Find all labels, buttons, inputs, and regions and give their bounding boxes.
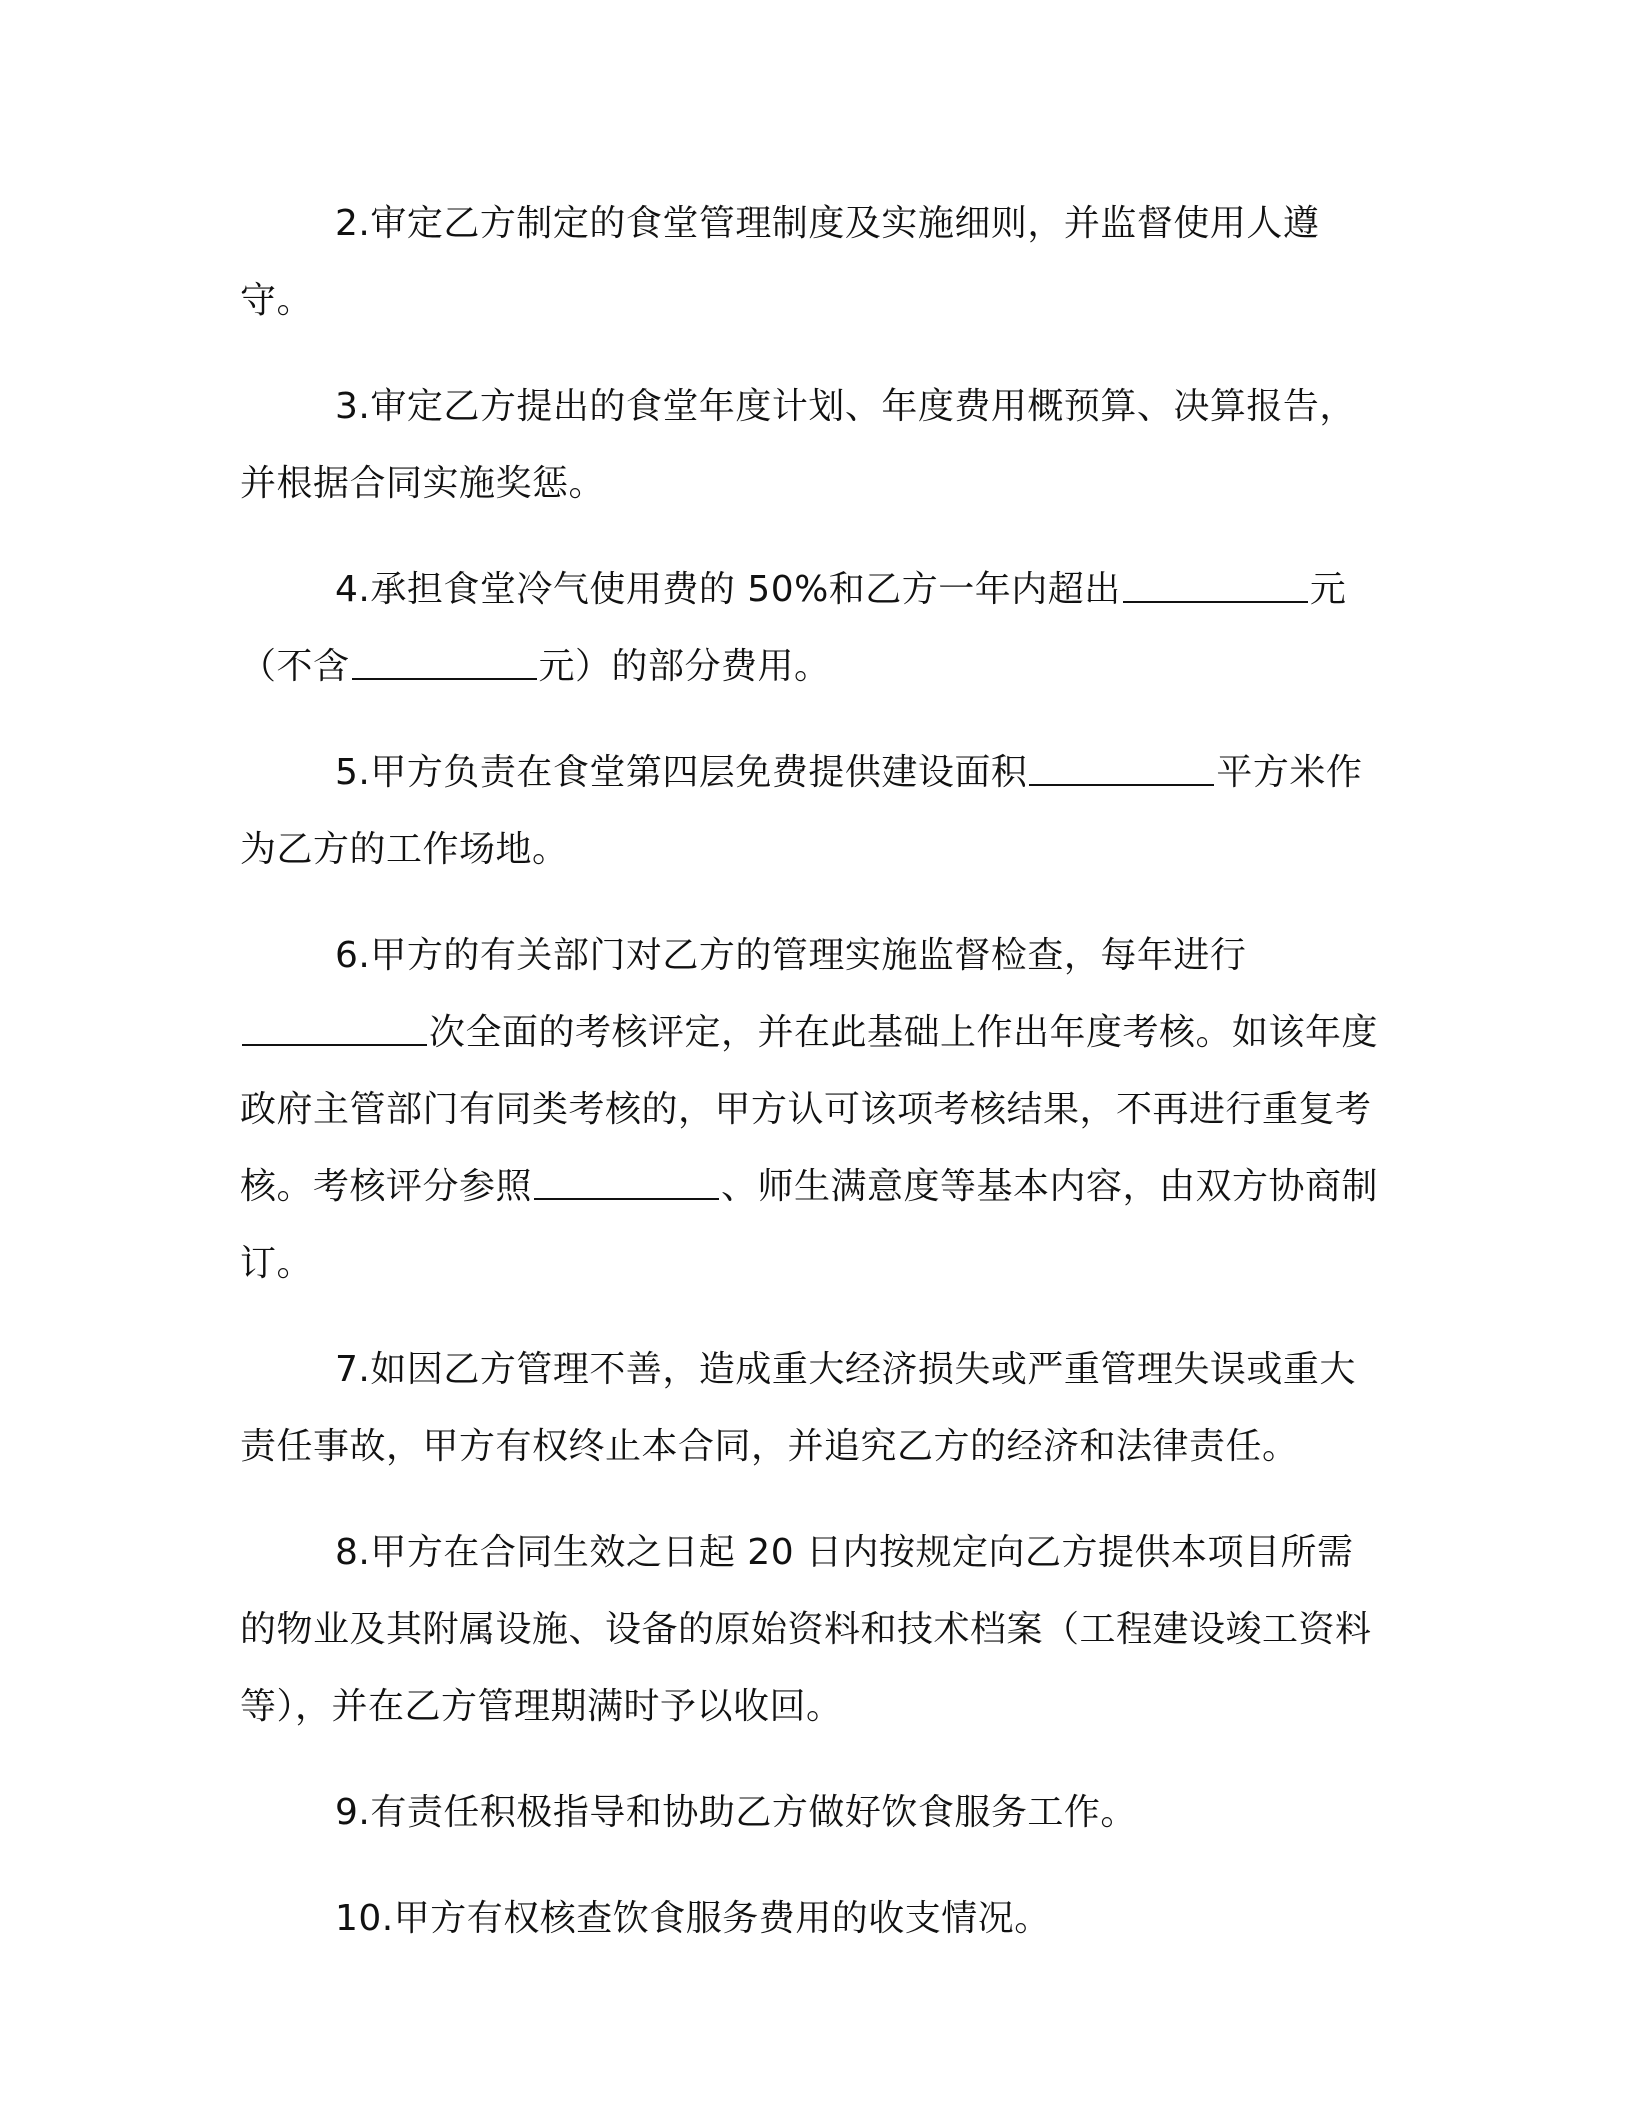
fill-in-blank <box>1029 754 1214 786</box>
clause-9 <box>240 1774 1380 1851</box>
clause-7-text: 7.如因乙方管理不善，造成重大经济损失或严重管理失误或重大责任事故，甲方有权终止本合同，并追究乙方的经济和法律责任。 <box>240 1349 1356 1467</box>
clause-6-text-c: 、师生满意度等基本内容，由双方协商制订。 <box>240 1166 1379 1284</box>
fill-in-blank <box>1123 571 1308 603</box>
clause-5-text-a: 5.甲方负责在食堂第四层免费提供建设面积 <box>335 752 1028 793</box>
clause-6 <box>240 917 1380 1302</box>
clause-5-text-b: 平方米作为乙方的工作场地。 <box>240 752 1363 870</box>
clause-10-text: 10.甲方有权核查饮食服务费用的收支情况。 <box>335 1898 1051 1939</box>
clause-5 <box>240 734 1380 888</box>
clause-4 <box>240 551 1380 705</box>
clause-3 <box>240 368 1380 522</box>
clause-3-text: 3.审定乙方提出的食堂年度计划、年度费用概预算、决算报告，并根据合同实施奖惩。 <box>240 386 1356 504</box>
clause-9-text: 9.有责任积极指导和协助乙方做好饮食服务工作。 <box>335 1792 1137 1833</box>
clause-6-text-b: 次全面的考核评定，并在此基础上作出年度考核。如该年度政府主管部门有同类考核的，甲方认可该项考核结果，不再进行重复考核。考核评分参照 <box>240 1012 1379 1207</box>
clause-4-text-c: 元）的部分费用。 <box>538 646 831 687</box>
fill-in-blank <box>242 1014 427 1046</box>
clause-2 <box>240 185 1380 339</box>
clause-4-text-b: 元（不含 <box>240 569 1347 687</box>
clause-10 <box>240 1880 1380 1957</box>
clause-7 <box>240 1331 1380 1485</box>
clause-8-text: 8.甲方在合同生效之日起 20 日内按规定向乙方提供本项目所需的物业及其附属设施、设备的原始资料和技术档案（工程建设竣工资料等），并在乙方管理期满时予以收回。 <box>240 1532 1372 1727</box>
clause-4-text-a: 4.承担食堂冷气使用费的 50%和乙方一年内超出 <box>335 569 1121 610</box>
clause-8 <box>240 1514 1380 1745</box>
clause-6-text-a: 6.甲方的有关部门对乙方的管理实施监督检查，每年进行 <box>335 935 1247 976</box>
fill-in-blank <box>352 648 537 680</box>
clause-2-text: 2.审定乙方制定的食堂管理制度及实施细则，并监督使用人遵守。 <box>240 203 1320 321</box>
fill-in-blank <box>534 1168 719 1200</box>
document-body <box>240 185 1380 1986</box>
